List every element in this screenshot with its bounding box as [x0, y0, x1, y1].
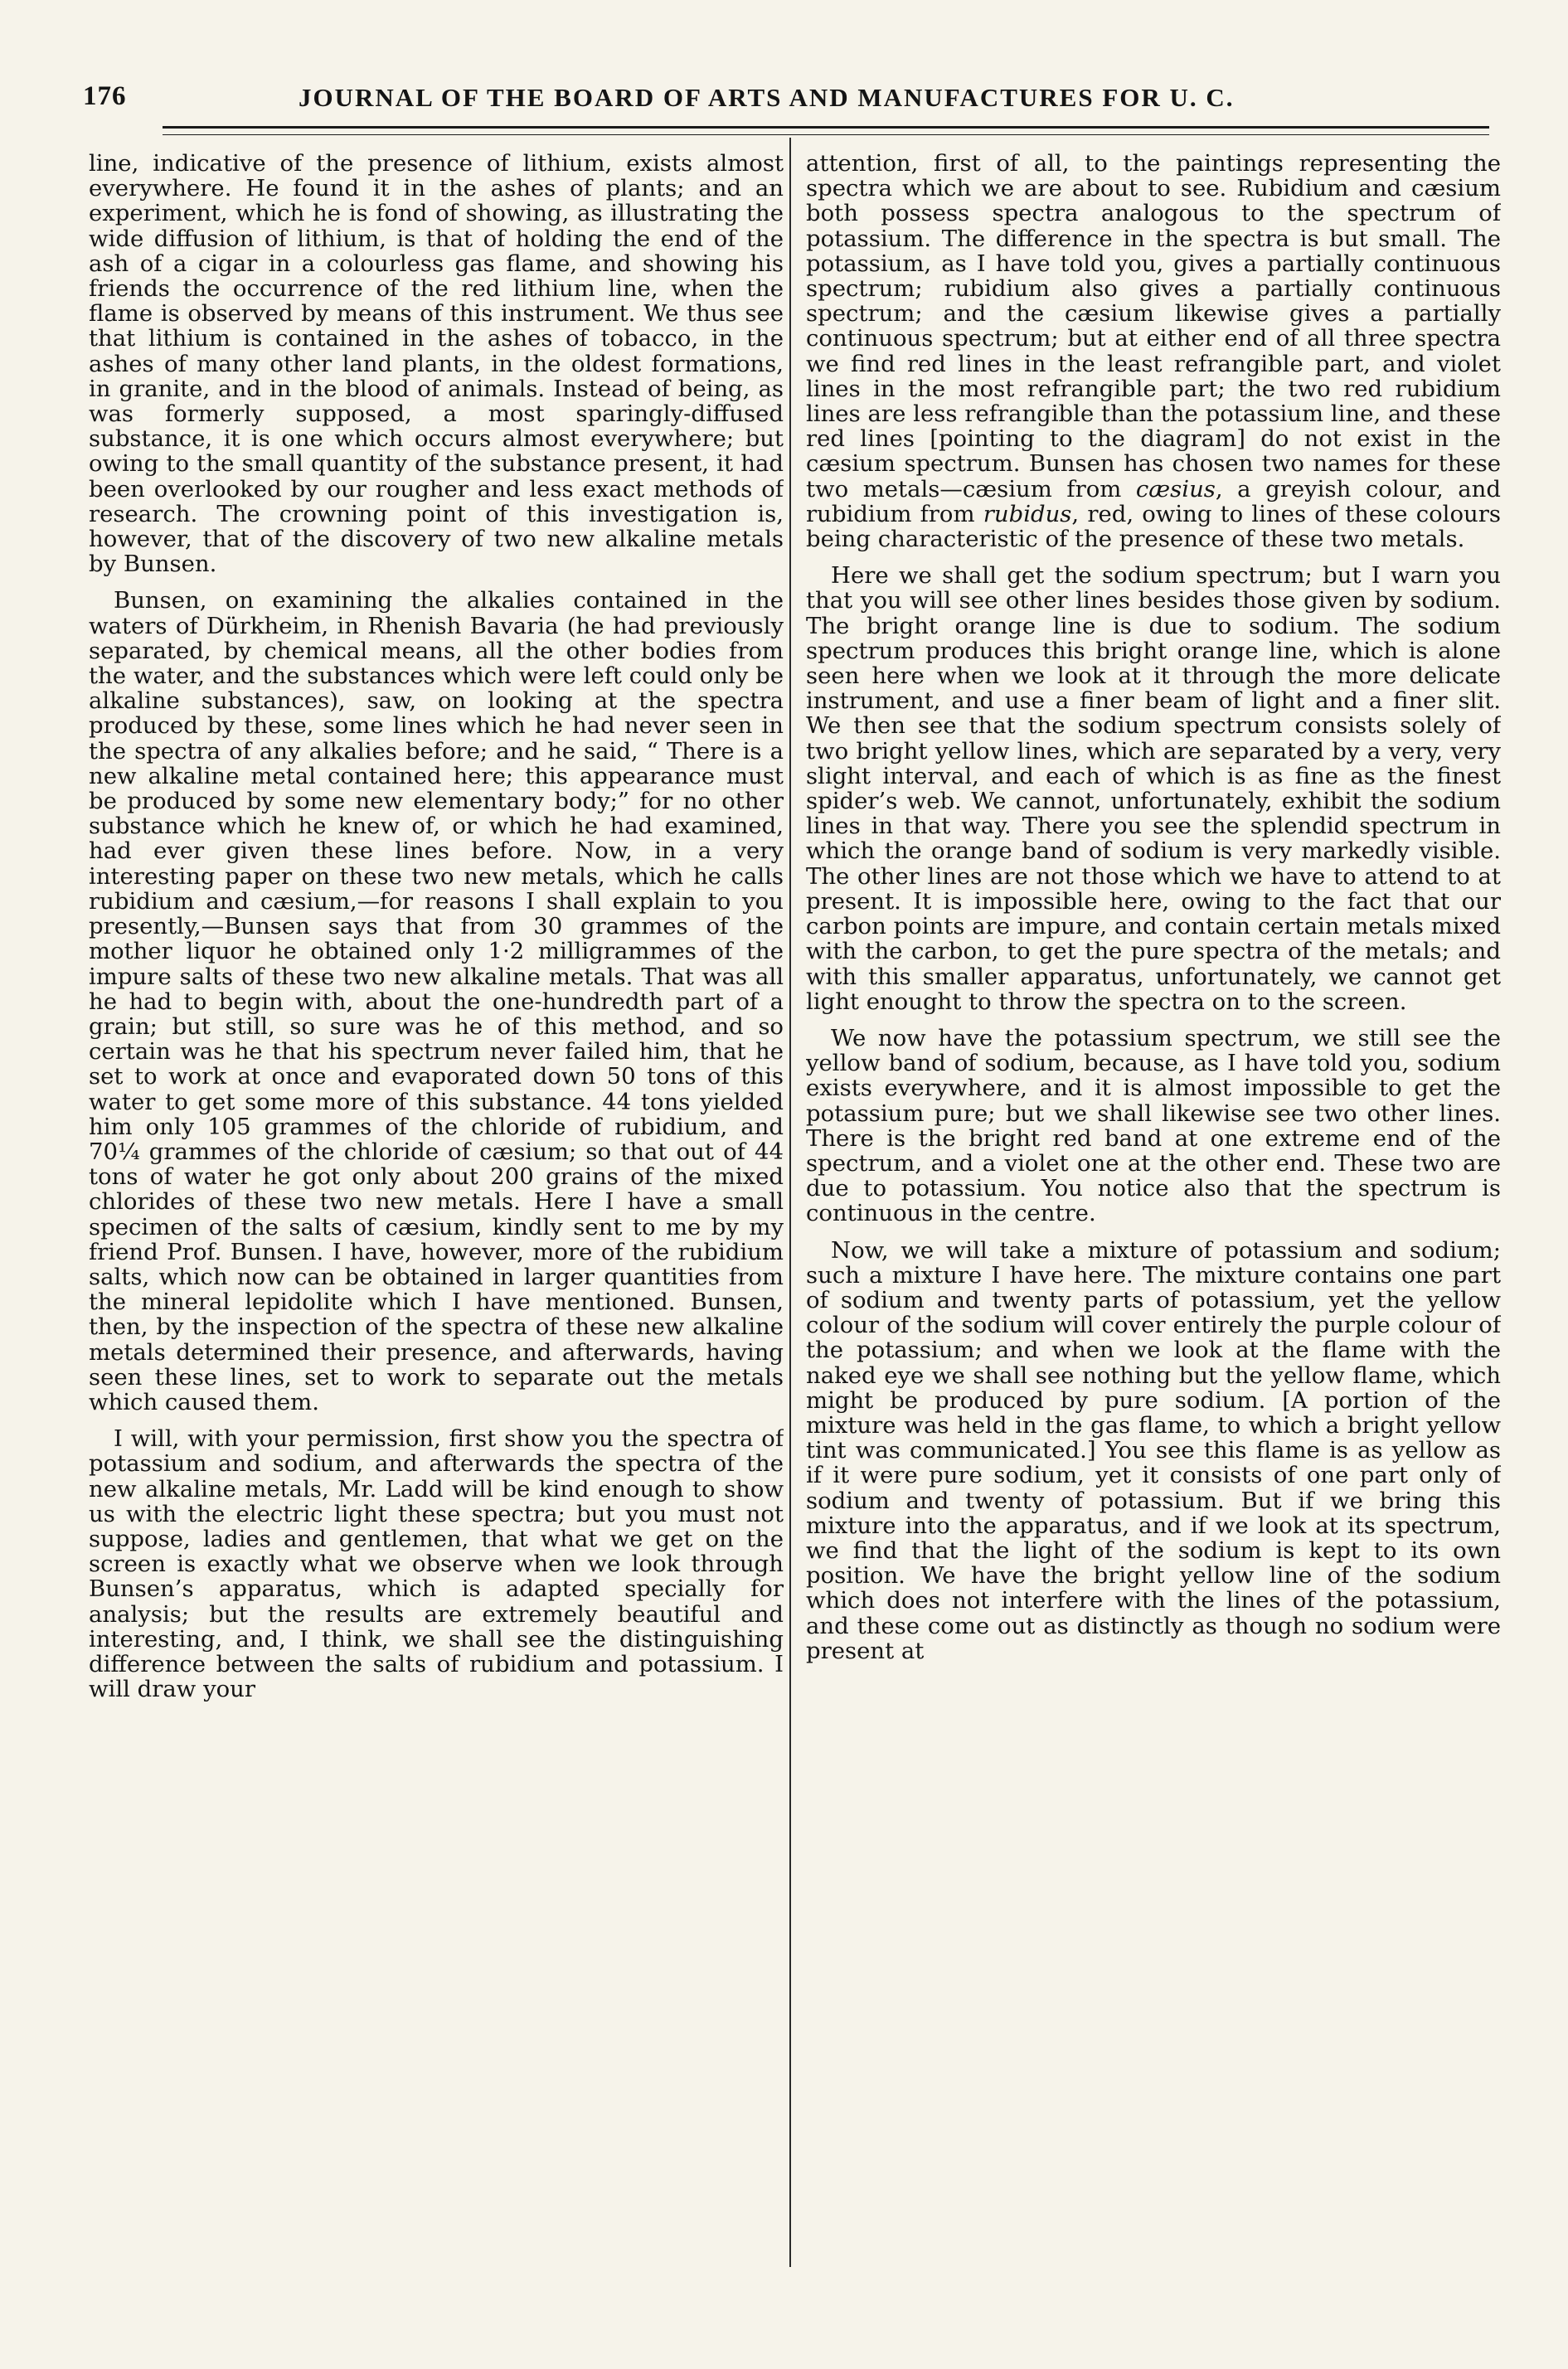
running-title: JOURNAL OF THE BOARD OF ARTS AND MANUFACTURES FOR U. C.	[299, 83, 1235, 112]
paragraph-text: , a greyish colour, and rubidium from	[806, 475, 1501, 527]
page-number: 176	[83, 81, 127, 111]
page-header	[83, 81, 1493, 119]
paragraph: We now have the potassium spectrum, we still see the yellow band of sodium, because, as I have told you, sodium exists everywhere, and it is almost impossible to get the potassium pure; but we shall likewise see two other lines. There is the bright red band at one extreme end of the spectrum, and a violet one at the other end. These two are due to potassium. You notice also that the spectrum is continuous in the centre.	[806, 1024, 1501, 1227]
paragraph-text: attention, first of all, to the paintings representing the spectra which we are about to see. Rubidium and cæsium both possess spectra analogous to the spectrum of potassium. The difference in the spectra is but small. The potassium, as I have told you, gives a partially continuous spectrum; rubidium also gives a partially continuous spectrum; and the cæsium likewise gives a partially continuous spectrum; but at either end of all three spectra we find red lines in the least refrangible part, and violet lines in the most refrangible part; the two red rubidium lines are less refrangible than the potassium line, and these red lines [pointing to the diagram] do not exist in the cæsium spectrum. Bunsen has chosen two names for these two metals—cæsium from	[806, 151, 1501, 502]
left-column	[89, 151, 784, 2274]
paragraph: I will, with your permission, first show you the spectra of potassium and sodium, and afterwards the spectra of the new alkaline metals, Mr. Ladd will be kind enough to show us with the electric light these spectra; but you must not suppose, ladies and gentlemen, that what we get on the screen is exactly what we observe when we look through Bunsen’s apparatus, which is adapted specially for analysis; but the results are extremely beautiful and interesting, and, I think, we shall see the distinguishing difference between the salts of rubidium and potassium. I will draw your	[89, 1425, 784, 1703]
paragraph	[806, 151, 1501, 551]
header-rule	[163, 126, 1489, 135]
paragraph: Bunsen, on examining the alkalies contained in the waters of Dürkheim, in Rhenish Bavaria (he had previously separated, by chemical means, all the other bodies from the water, and the substances which were left could only be alkaline substances), saw, on looking at the spectra produced by these, some lines which he had never seen in the spectra of any alkalies before; and he said, “ There is a new alkaline metal contained here; this appearance must be produced by some new elementary body;” for no other substance which he knew of, or which he had examined, had ever given these lines before. Now, in a very interesting paper on these two new metals, which he calls rubidium and cæsium,—for reasons I shall explain to you presently,—Bunsen says that from 30 grammes of the mother liquor he obtained only 1·2 milligrammes of the impure salts of these two new alkaline metals. That was all he had to begin with, about the one-hundredth part of a grain; but still, so sure was he of this method, and so certain was he that his spectrum never failed him, that he set to work at once and evaporated down 50 tons of this water to get some more of this substance. 44 tons yielded him only 105 grammes of the chloride of rubidium, and 70¼ grammes of the chloride of cæsium; so that out of 44 tons of water he got only about 200 grains of the mixed chlorides of these two new metals. Here I have a small specimen of the salts of cæsium, kindly sent to me by my friend Prof. Bunsen. I have, however, more of the rubidium salts, which now can be obtained in larger quantities from the mineral lepidolite which I have mentioned. Bunsen, then, by the inspection of the spectra of these new alkaline metals determined their presence, and afterwards, having seen these lines, set to work to separate out the metals which caused them.	[89, 587, 784, 1415]
paragraph: Here we shall get the sodium spectrum; but I warn you that you will see other lines besides those given by sodium. The bright orange line is due to sodium. The sodium spectrum produces this bright orange line, which is alone seen here when we look at it through the more delicate instrument, and use a finer beam of light and a finer slit. We then see that the sodium spectrum consists solely of two bright yellow lines, which are separated by a very, very slight interval, and each of which is as fine as the finest spider’s web. We cannot, unfortunately, exhibit the sodium lines in that way. There you see the splendid spectrum in which the orange band of sodium is very markedly visible. The other lines are not those which we have to attend to at present. It is impossible here, owing to the fact that our carbon points are impure, and contain certain metals mixed with the carbon, to get the pure spectra of the metals; and with this smaller apparatus, unfortunately, we cannot get light enought to throw the spectra on to the screen.	[806, 562, 1501, 1015]
italic-term: cæsius	[1135, 475, 1216, 502]
italic-term: rubidus	[983, 500, 1072, 527]
right-column	[806, 151, 1501, 2274]
column-divider	[789, 138, 791, 2267]
paragraph: line, indicative of the presence of lithium, exists almost everywhere. He found it in the ashes of plants; and an experiment, which he is fond of showing, as illustrating the wide diffusion of lithium, is that of holding the end of the ash of a cigar in a colourless gas flame, and showing his friends the occurrence of the red lithium line, when the flame is observed by means of this instrument. We thus see that lithium is contained in the ashes of tobacco, in the ashes of many other land plants, in the oldest formations, in granite, and in the blood of animals. Instead of being, as was formerly supposed, a most sparingly-diffused substance, it is one which occurs almost everywhere; but owing to the small quantity of the substance present, it had been overlooked by our rougher and less exact methods of research. The crowning point of this investigation is, however, that of the discovery of two new alkaline metals by Bunsen.	[89, 151, 784, 578]
paragraph-text: , red, owing to lines of these colours being characteristic of the presence of these two metals.	[806, 500, 1501, 553]
paragraph: Now, we will take a mixture of potassium and sodium; such a mixture I have here. The mixture contains one part of sodium and twenty parts of potassium, yet the yellow colour of the sodium will cover entirely the purple colour of the potassium; and when we look at the flame with the naked eye we shall see nothing but the yellow flame, which might be produced by pure sodium. [A portion of the mixture was held in the gas flame, to which a bright yellow tint was communicated.] You see this flame is as yellow as if it were pure sodium, yet it consists of one part only of sodium and twenty of potassium. But if we bring this mixture into the apparatus, and if we look at its spectrum, we find that the light of the sodium is kept to its own position. We have the bright yellow line of the sodium which does not interfere with the lines of the potassium, and these come out as distinctly as though no sodium were present at	[806, 1236, 1501, 1664]
